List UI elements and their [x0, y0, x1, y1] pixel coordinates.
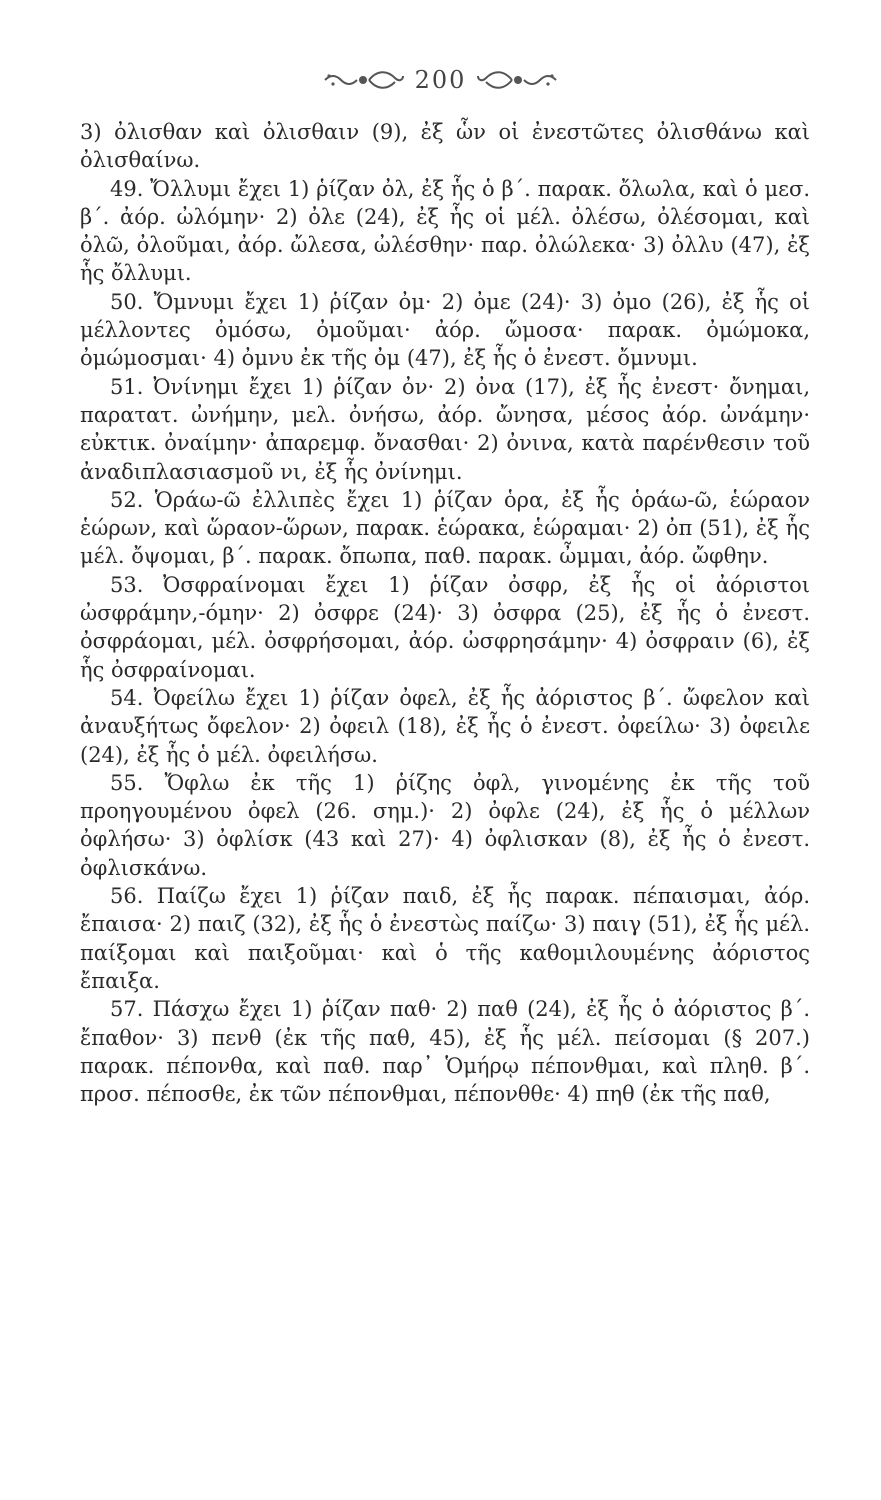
paragraph-56-paizo: 56. Παίζω ἔχει 1) ῥίζαν παιδ, ἐξ ἧς παρακ. πέπαισμαι, ἀόρ. ἔπαισα· 2) παιζ (32), ἐξ ἧς ὁ ἐνεστὼς παίζω· 3) παιγ (51), ἐξ ἧς μέλ. παίξομαι καὶ παιξοῦμαι· καὶ ὁ τῆς καθομιλουμένης ἀόριστος ἔπαιξα.: [80, 884, 810, 993]
left-ornament-icon: [323, 68, 405, 92]
paragraph-52-horao: 52. Ὁράω-ῶ ἐλλιπὲς ἔχει 1) ῥίζαν ὁρα, ἐξ ἧς ὁράω-ῶ, ἑώραον ἑώρων, καὶ ὥραον-ὥρων, παρακ. ἑώρακα, ἑώραμαι· 2) ὀπ (51), ἐξ ἧς μέλ. ὄψομαι, β΄. παρακ. ὄπωπα, παθ. παρακ. ὦμμαι, ἀόρ. ὤφθην.: [80, 487, 810, 569]
paragraph-49-ollymi: 49. Ὄλλυμι ἔχει 1) ῥίζαν ὀλ, ἐξ ἧς ὁ β΄. παρακ. ὄλωλα, καὶ ὁ μεσ. β΄. ἀόρ. ὠλόμην· 2) ὀλε (24), ἐξ ἧς οἱ μέλ. ὀλέσω, ὀλέσομαι, καὶ ὀλῶ, ὀλοῦμαι, ἀόρ. ὤλεσα, ὠλέσθην· παρ. ὀλώλεκα· 3) ὀλλυ (47), ἐξ ἧς ὄλλυμι.: [80, 176, 810, 286]
paragraph-57-pascho: 57. Πάσχω ἔχει 1) ῥίζαν παθ· 2) παθ (24), ἐξ ἧς ὁ ἀόριστος β΄. ἔπαθον· 3) πενθ (ἐκ τῆς παθ, 45), ἐξ ἧς μέλ. πείσομαι (§ 207.) παρακ. πέπονθα, καὶ παθ. παρ᾽ Ὁμήρῳ πέπονθμαι, καὶ πληθ. β΄. προσ. πέποσθε, ἐκ τῶν πέπονθμαι, πέπονθθε· 4) πηθ (ἐκ τῆς παθ,: [80, 997, 810, 1107]
body-text: [80, 118, 810, 1108]
paragraph-53-osphrainomai: 53. Ὀσφραίνομαι ἔχει 1) ῥίζαν ὀσφρ, ἐξ ἧς οἱ ἀόριστοι ὠσφράμην,-όμην· 2) ὀσφρε (24)· 3) ὀσφρα (25), ἐξ ἧς ὁ ἐνεστ. ὀσφράομαι, μέλ. ὀσφρήσομαι, ἀόρ. ὠσφρησάμην· 4) ὀσφραιν (6), ἐξ ἧς ὀσφραίνομαι.: [80, 572, 810, 682]
paragraph-51-oninemi: 51. Ὀνίνημι ἔχει 1) ῥίζαν ὀν· 2) ὀνα (17), ἐξ ἧς ἐνεστ· ὄνημαι, παρατατ. ὠνήμην, μελ. ὀνήσω, ἀόρ. ὤνησα, μέσος ἀόρ. ὠνάμην· εὐκτικ. ὀναίμην· ἀπαρεμφ. ὄνασθαι· 2) ὀνινα, κατὰ παρένθεσιν τοῦ ἀναδιπλασιασμοῦ νι, ἐξ ἧς ὀνίνημι.: [80, 374, 810, 484]
paragraph-continuation: 3) ὀλισθαν καὶ ὀλισθαιν (9), ἐξ ὧν οἱ ἐνεστῶτες ὀλισθάνω καὶ ὀλισθαίνω.: [80, 120, 810, 173]
page-number: 200: [414, 66, 467, 94]
paragraph-55-ophlo: 55. Ὄφλω ἐκ τῆς 1) ῥίζης ὀφλ, γινομένης ἐκ τῆς τοῦ προηγουμένου ὀφελ (26. σημ.)· 2) ὀφλε (24), ἐξ ἧς ὁ μέλλων ὀφλήσω· 3) ὀφλίσκ (43 καὶ 27)· 4) ὀφλισκαν (8), ἐξ ἧς ὁ ἐνεστ. ὀφλισκάνω.: [80, 770, 810, 880]
paragraph-50-omnymi: 50. Ὄμνυμι ἔχει 1) ῥίζαν ὀμ· 2) ὀμε (24)· 3) ὀμο (26), ἐξ ἧς οἱ μέλλοντες ὀμόσω, ὀμοῦμαι· ἀόρ. ὤμοσα· παρακ. ὀμώμοκα, ὀμώμοσμαι· 4) ὀμνυ ἐκ τῆς ὀμ (47), ἐξ ἧς ὁ ἐνεστ. ὄμνυμι.: [80, 289, 810, 371]
right-ornament-icon: [476, 68, 558, 92]
page-header: [0, 60, 881, 100]
paragraph-54-opheilo: 54. Ὀφείλω ἔχει 1) ῥίζαν ὀφελ, ἐξ ἧς ἀόριστος β΄. ὤφελον καὶ ἀναυξήτως ὄφελον· 2) ὀφειλ (18), ἐξ ἧς ὁ ἐνεστ. ὀφείλω· 3) ὀφειλε (24), ἐξ ἧς ὁ μέλ. ὀφειλήσω.: [80, 685, 810, 767]
